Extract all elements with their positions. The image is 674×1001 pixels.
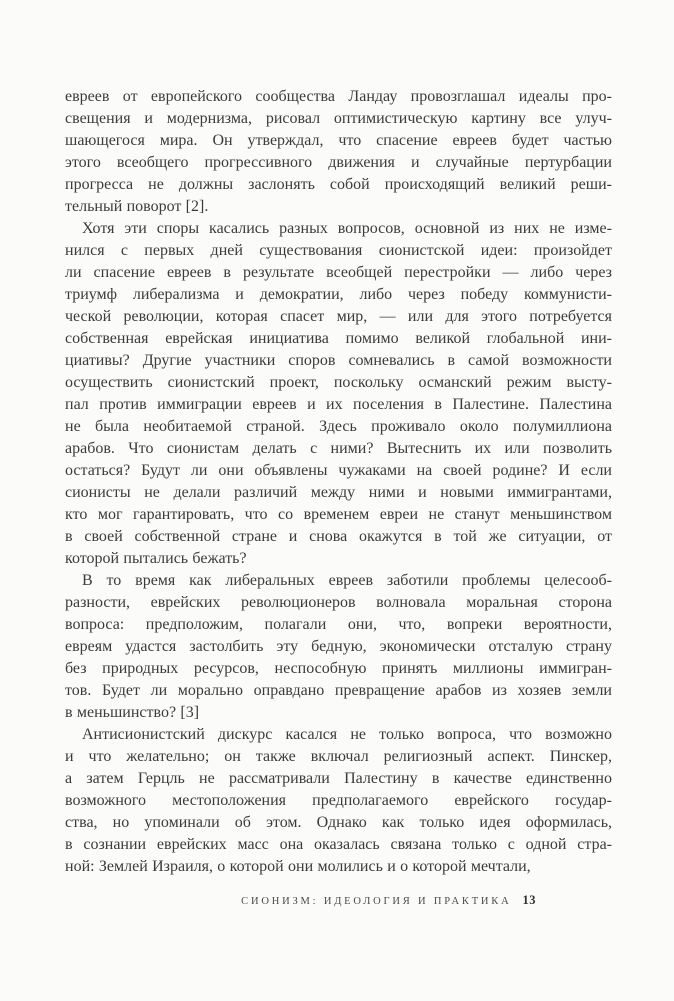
text-line: в меньшинство? [3] [65, 704, 200, 721]
text-line: и что желательно; он также включал религиозный аспект. Пинскер, [65, 748, 612, 765]
paragraph [65, 724, 612, 878]
text-line: осуществить сионистский проект, поскольку османский режим высту- [65, 374, 612, 391]
running-title: СИОНИЗМ: ИДЕОЛОГИЯ И ПРАКТИКА [241, 896, 512, 907]
text-line: циативы? Другие участники споров сомневались в самой возможности [65, 352, 612, 369]
text-line: прогресса не должны заслонять собой происходящий великий реши- [65, 176, 612, 193]
text-line: ства, но упоминали об этом. Однако как только идея оформилась, [65, 814, 612, 831]
text-line: пал против иммиграции евреев и их поселения в Палестине. Палестина [65, 396, 612, 413]
text-line: шающегося мира. Он утверждал, что спасение евреев будет частью [65, 132, 612, 149]
text-line: тельный поворот [2]. [65, 198, 209, 215]
text-line: вопроса: предположим, полагали они, что, вопреки вероятности, [65, 616, 612, 633]
text-line: ческой революции, которая спасет мир, — или для этого потребуется [65, 308, 612, 325]
text-line: этого всеобщего прогрессивного движения и случайные пертурбации [65, 154, 612, 171]
paragraph [65, 86, 612, 218]
page-body [65, 86, 612, 878]
page-number: 13 [522, 893, 536, 907]
text-line: собственная еврейская инициатива помимо великой глобальной ини- [65, 330, 612, 347]
text-line: нился с первых дней существования сионистской идеи: произойдет [65, 242, 612, 259]
text-line: а затем Герцль не рассматривали Палестину в качестве единственно [65, 770, 612, 787]
text-line: евреям удастся застолбить эту бедную, экономически отсталую страну [65, 638, 612, 655]
text-line: ной: Землей Израиля, о которой они молились и о которой мечтали, [65, 858, 531, 875]
text-line: сионисты не делали различий между ними и новыми иммигрантами, [65, 484, 612, 501]
text-line: свещения и модернизма, рисовал оптимистическую картину все улуч- [65, 110, 612, 127]
text-line: в сознании еврейских масс она оказалась связана только с одной стра- [65, 836, 612, 853]
text-line: которой пытались бежать? [65, 550, 247, 567]
page-footer [65, 893, 612, 908]
text-line: В то время как либеральных евреев заботили проблемы целесооб- [82, 572, 612, 589]
text-line: Хотя эти споры касались разных вопросов, основной из них не изме- [82, 220, 612, 237]
text-line: ли спасение евреев в результате всеобщей перестройки — либо через [65, 264, 612, 281]
text-line: в своей собственной стране и снова окажутся в той же ситуации, от [65, 528, 612, 545]
text-line: разности, еврейских революционеров волновала моральная сторона [65, 594, 612, 611]
text-line: триумф либерализма и демократии, либо через победу коммунисти- [65, 286, 612, 303]
text-line: кто мог гарантировать, что со временем евреи не станут меньшинством [65, 506, 612, 523]
text-line: Антисионистский дискурс касался не только вопроса, что возможно [82, 726, 612, 743]
text-line: не была необитаемой страной. Здесь проживало около полумиллиона [65, 418, 612, 435]
text-line: возможного местоположения предполагаемого еврейского государ- [65, 792, 612, 809]
paragraph [65, 218, 612, 570]
text-line: тов. Будет ли морально оправдано превращение арабов из хозяев земли [65, 682, 612, 699]
text-line: евреев от европейского сообщества Ландау провозглашал идеалы про- [65, 88, 612, 105]
text-line: остаться? Будут ли они объявлены чужаками на своей родине? И если [65, 462, 612, 479]
text-line: арабов. Что сионистам делать с ними? Вытеснить их или позволить [65, 440, 612, 457]
text-line: без природных ресурсов, неспособную принять миллионы иммигран- [65, 660, 612, 677]
paragraph [65, 570, 612, 724]
